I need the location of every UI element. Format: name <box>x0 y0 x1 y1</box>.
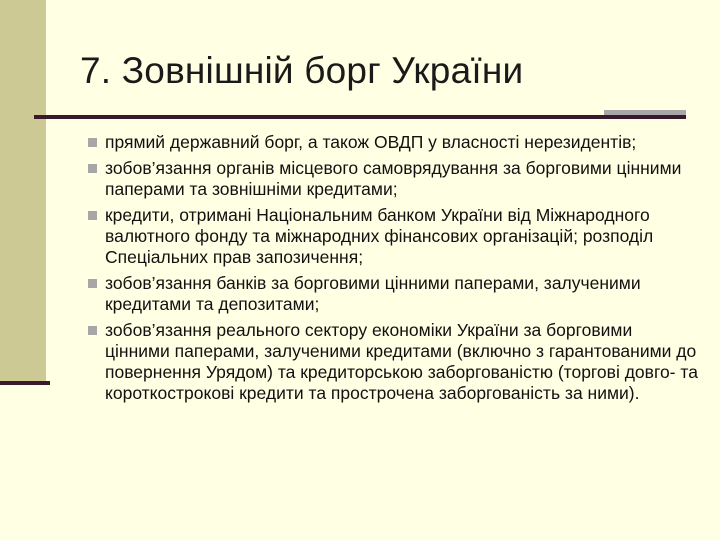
bullet-list <box>88 132 698 409</box>
title-rule <box>34 115 686 119</box>
bullet-text: зобов’язання органів місцевого самоврядування за борговими цінними паперами та зовнішніми кредитами; <box>105 158 682 199</box>
square-bullet-icon <box>88 326 97 335</box>
slide-title: 7. Зовнішній борг України <box>80 50 524 91</box>
bullet-text: зобов’язання банків за борговими цінними паперами, залученими кредитами та депозитами; <box>105 273 641 314</box>
bullet-text: зобов’язання реального сектору економіки України за борговими цінними паперами, залученими кредитами (включно з гарантованими до повернення Урядом) та кредиторською заборгованістю (торгові довго- та короткострокові кредити та прострочена заборгованість за ними). <box>105 320 698 403</box>
decorative-side-bar <box>0 0 46 384</box>
square-bullet-icon <box>88 138 97 147</box>
bullet-item <box>88 158 698 200</box>
bullet-text: прямий державний борг, а також ОВДП у власності нерезидентів; <box>105 132 637 152</box>
bullet-item <box>88 205 698 268</box>
bullet-item <box>88 320 698 404</box>
bullet-item <box>88 132 698 153</box>
decorative-side-line <box>0 381 50 385</box>
square-bullet-icon <box>88 164 97 173</box>
bullet-item <box>88 273 698 315</box>
square-bullet-icon <box>88 211 97 220</box>
square-bullet-icon <box>88 279 97 288</box>
bullet-text: кредити, отримані Національним банком України від Міжнародного валютного фонду та міжнародних фінансових організацій; розподіл Спеціальних прав запозичення; <box>105 205 654 267</box>
